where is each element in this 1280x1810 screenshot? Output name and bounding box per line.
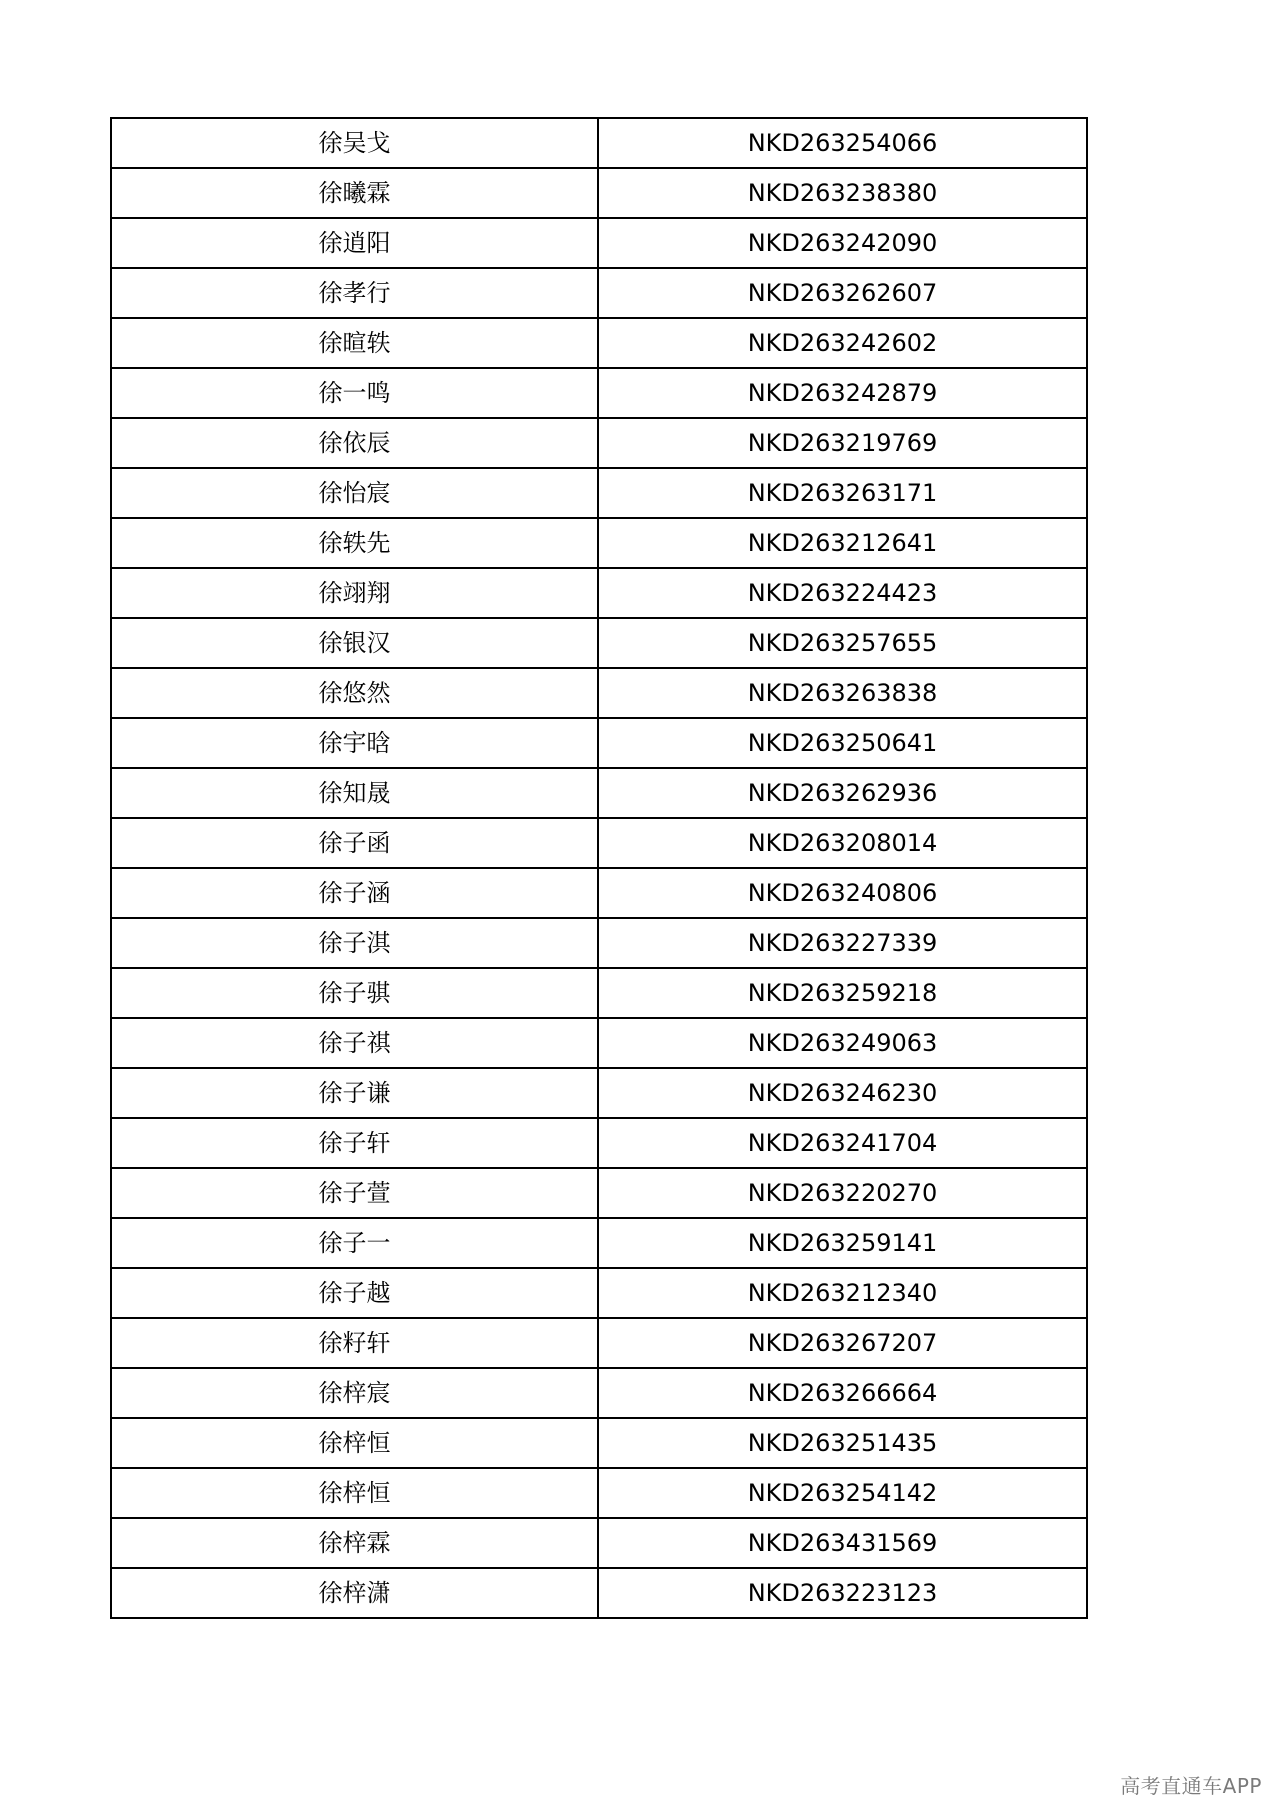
table-row	[111, 1118, 1087, 1168]
registration-number-cell: NKD263263838	[598, 668, 1087, 718]
registration-number-cell: NKD263254142	[598, 1468, 1087, 1518]
table-row	[111, 418, 1087, 468]
registration-number-cell: NKD263250641	[598, 718, 1087, 768]
registration-number-cell: NKD263254066	[598, 118, 1087, 168]
table-row	[111, 1268, 1087, 1318]
student-name-cell: 徐翊翔	[111, 568, 598, 618]
table-row	[111, 1318, 1087, 1368]
table-row	[111, 918, 1087, 968]
student-name-cell: 徐子淇	[111, 918, 598, 968]
student-name-cell: 徐子一	[111, 1218, 598, 1268]
student-name-cell: 徐悠然	[111, 668, 598, 718]
student-name-cell: 徐梓潇	[111, 1568, 598, 1618]
registration-number-cell: NKD263249063	[598, 1018, 1087, 1068]
registration-number-cell: NKD263241704	[598, 1118, 1087, 1168]
table-row	[111, 318, 1087, 368]
student-name-cell: 徐梓宸	[111, 1368, 598, 1418]
table-row	[111, 218, 1087, 268]
table-row	[111, 768, 1087, 818]
registration-number-cell: NKD263259218	[598, 968, 1087, 1018]
registration-number-cell: NKD263431569	[598, 1518, 1087, 1568]
table-row	[111, 268, 1087, 318]
student-name-cell: 徐子骐	[111, 968, 598, 1018]
table-row	[111, 518, 1087, 568]
registration-number-cell: NKD263266664	[598, 1368, 1087, 1418]
student-name-cell: 徐暄轶	[111, 318, 598, 368]
registration-number-cell: NKD263262607	[598, 268, 1087, 318]
student-name-cell: 徐子祺	[111, 1018, 598, 1068]
student-name-cell: 徐子涵	[111, 868, 598, 918]
registration-number-cell: NKD263212641	[598, 518, 1087, 568]
student-name-cell: 徐知晟	[111, 768, 598, 818]
student-name-cell: 徐籽轩	[111, 1318, 598, 1368]
table-row	[111, 468, 1087, 518]
registration-number-cell: NKD263223123	[598, 1568, 1087, 1618]
table-row	[111, 1168, 1087, 1218]
registration-number-cell: NKD263259141	[598, 1218, 1087, 1268]
registration-number-cell: NKD263242879	[598, 368, 1087, 418]
student-name-cell: 徐宇晗	[111, 718, 598, 768]
registration-number-cell: NKD263238380	[598, 168, 1087, 218]
app-watermark: 高考直通车APP	[1120, 1774, 1262, 1798]
table-row	[111, 118, 1087, 168]
student-name-cell: 徐子函	[111, 818, 598, 868]
table-row	[111, 1468, 1087, 1518]
table-row	[111, 968, 1087, 1018]
registration-number-cell: NKD263219769	[598, 418, 1087, 468]
registration-number-cell: NKD263262936	[598, 768, 1087, 818]
table-row	[111, 1568, 1087, 1618]
registration-number-cell: NKD263212340	[598, 1268, 1087, 1318]
student-name-cell: 徐银汉	[111, 618, 598, 668]
table-row	[111, 1418, 1087, 1468]
registration-number-cell: NKD263224423	[598, 568, 1087, 618]
table-row	[111, 168, 1087, 218]
table-row	[111, 718, 1087, 768]
table-row	[111, 818, 1087, 868]
student-name-cell: 徐轶先	[111, 518, 598, 568]
student-name-cell: 徐子萱	[111, 1168, 598, 1218]
table-row	[111, 1068, 1087, 1118]
table-row	[111, 868, 1087, 918]
student-name-cell: 徐一鸣	[111, 368, 598, 418]
student-name-cell: 徐梓恒	[111, 1468, 598, 1518]
registration-number-cell: NKD263240806	[598, 868, 1087, 918]
table-row	[111, 1018, 1087, 1068]
table-row	[111, 568, 1087, 618]
registration-number-cell: NKD263220270	[598, 1168, 1087, 1218]
registration-number-cell: NKD263227339	[598, 918, 1087, 968]
registration-number-cell: NKD263208014	[598, 818, 1087, 868]
student-name-cell: 徐依辰	[111, 418, 598, 468]
student-name-cell: 徐梓恒	[111, 1418, 598, 1468]
student-name-cell: 徐子越	[111, 1268, 598, 1318]
registration-number-cell: NKD263267207	[598, 1318, 1087, 1368]
student-name-cell: 徐梓霖	[111, 1518, 598, 1568]
student-name-cell: 徐孝行	[111, 268, 598, 318]
table-row	[111, 1368, 1087, 1418]
registration-number-cell: NKD263251435	[598, 1418, 1087, 1468]
registration-number-cell: NKD263263171	[598, 468, 1087, 518]
table-row	[111, 368, 1087, 418]
registration-number-cell: NKD263246230	[598, 1068, 1087, 1118]
table-row	[111, 668, 1087, 718]
student-name-cell: 徐曦霖	[111, 168, 598, 218]
student-name-cell: 徐逍阳	[111, 218, 598, 268]
student-name-cell: 徐子轩	[111, 1118, 598, 1168]
student-name-cell: 徐子谦	[111, 1068, 598, 1118]
table-row	[111, 1218, 1087, 1268]
roster-table-body	[111, 118, 1087, 1618]
roster-table	[110, 117, 1088, 1619]
registration-number-cell: NKD263257655	[598, 618, 1087, 668]
student-name-cell: 徐吴戈	[111, 118, 598, 168]
registration-number-cell: NKD263242602	[598, 318, 1087, 368]
table-row	[111, 618, 1087, 668]
student-name-cell: 徐怡宸	[111, 468, 598, 518]
table-row	[111, 1518, 1087, 1568]
registration-number-cell: NKD263242090	[598, 218, 1087, 268]
